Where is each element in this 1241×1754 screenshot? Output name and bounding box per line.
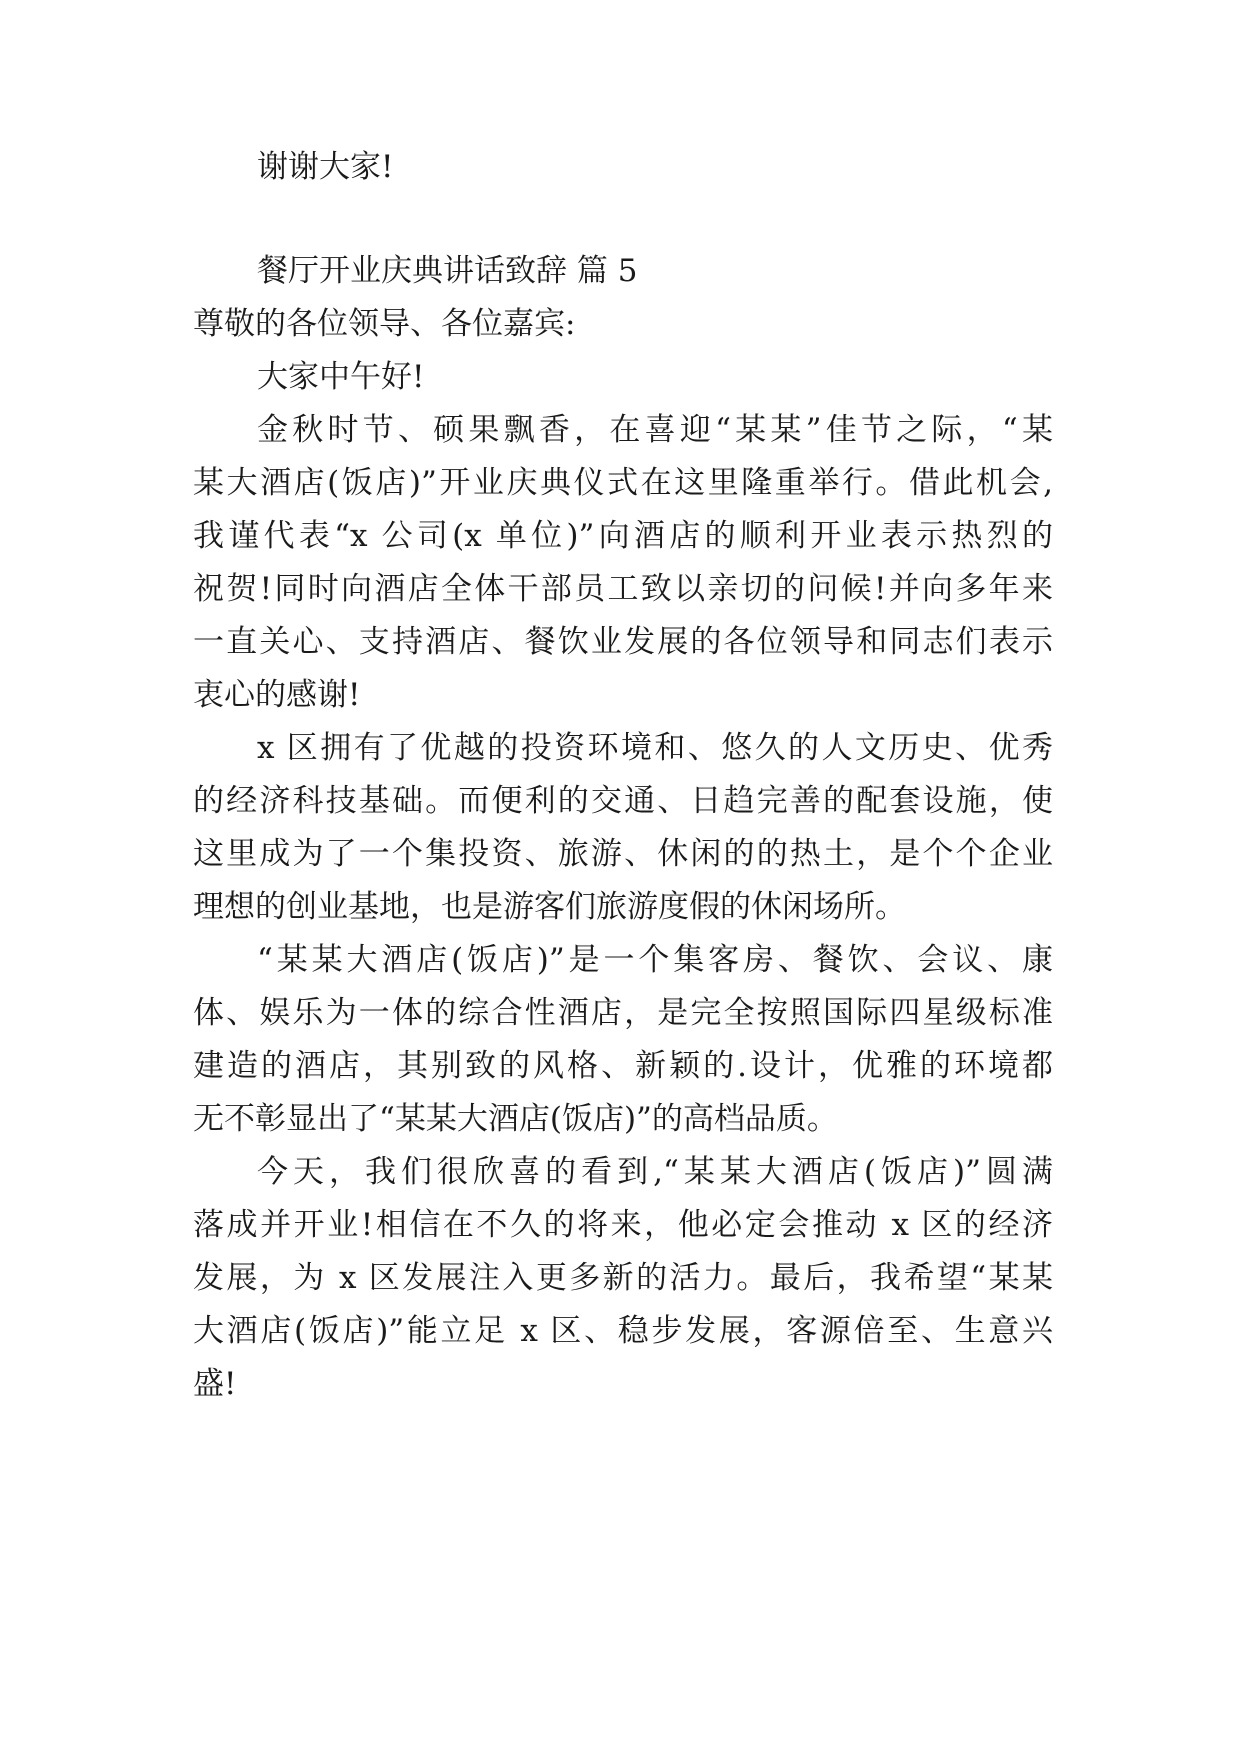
paragraph-4-line-3: 发展，为 x 区发展注入更多新的活力。最后，我希望“某某	[193, 1260, 1053, 1296]
paragraph-4-line-5: 盛!	[193, 1366, 237, 1402]
section-title: 餐厅开业庆典讲话致辞 篇 5	[257, 253, 638, 289]
paragraph-1-line-4: 祝贺!同时向酒店全体干部员工致以亲切的问候!并向多年来	[193, 571, 1053, 607]
paragraph-3-line-4: 无不彰显出了“某某大酒店(饭店)”的高档品质。	[193, 1101, 838, 1137]
paragraph-2-line-1: x 区拥有了优越的投资环境和、悠久的人文历史、优秀	[257, 730, 1053, 766]
paragraph-2-line-3: 这里成为了一个集投资、旅游、休闲的的热土，是个个企业	[193, 836, 1053, 872]
paragraph-3-line-3: 建造的酒店，其别致的风格、新颖的.设计，优雅的环境都	[193, 1048, 1053, 1084]
paragraph-1-line-5: 一直关心、支持酒店、餐饮业发展的各位领导和同志们表示	[193, 624, 1053, 660]
paragraph-1-line-1: 金秋时节、硕果飘香，在喜迎“某某”佳节之际，“某	[257, 412, 1053, 448]
paragraph-4-line-1: 今天，我们很欣喜的看到,“某某大酒店(饭店)”圆满	[257, 1154, 1053, 1190]
paragraph-3-line-1: “某某大酒店(饭店)”是一个集客房、餐饮、会议、康	[257, 942, 1053, 978]
greeting: 大家中午好!	[257, 359, 425, 395]
paragraph-2-line-2: 的经济科技基础。而便利的交通、日趋完善的配套设施，使	[193, 783, 1053, 819]
paragraph-4-line-2: 落成并开业!相信在不久的将来，他必定会推动 x 区的经济	[193, 1207, 1053, 1243]
paragraph-4-line-4: 大酒店(饭店)”能立足 x 区、稳步发展，客源倍至、生意兴	[193, 1313, 1053, 1349]
paragraph-2-line-4: 理想的创业基地，也是游客们旅游度假的休闲场所。	[193, 889, 906, 925]
paragraph-1-line-6: 衷心的感谢!	[193, 677, 361, 713]
paragraph-1-line-2: 某大酒店(饭店)”开业庆典仪式在这里隆重举行。借此机会,	[193, 465, 1053, 501]
paragraph-3-line-2: 体、娱乐为一体的综合性酒店，是完全按照国际四星级标准	[193, 995, 1053, 1031]
closing-text: 谢谢大家!	[257, 149, 394, 185]
paragraph-1-line-3: 我谨代表“x 公司(x 单位)”向酒店的顺利开业表示热烈的	[193, 518, 1053, 554]
salutation: 尊敬的各位领导、各位嘉宾:	[193, 306, 576, 342]
